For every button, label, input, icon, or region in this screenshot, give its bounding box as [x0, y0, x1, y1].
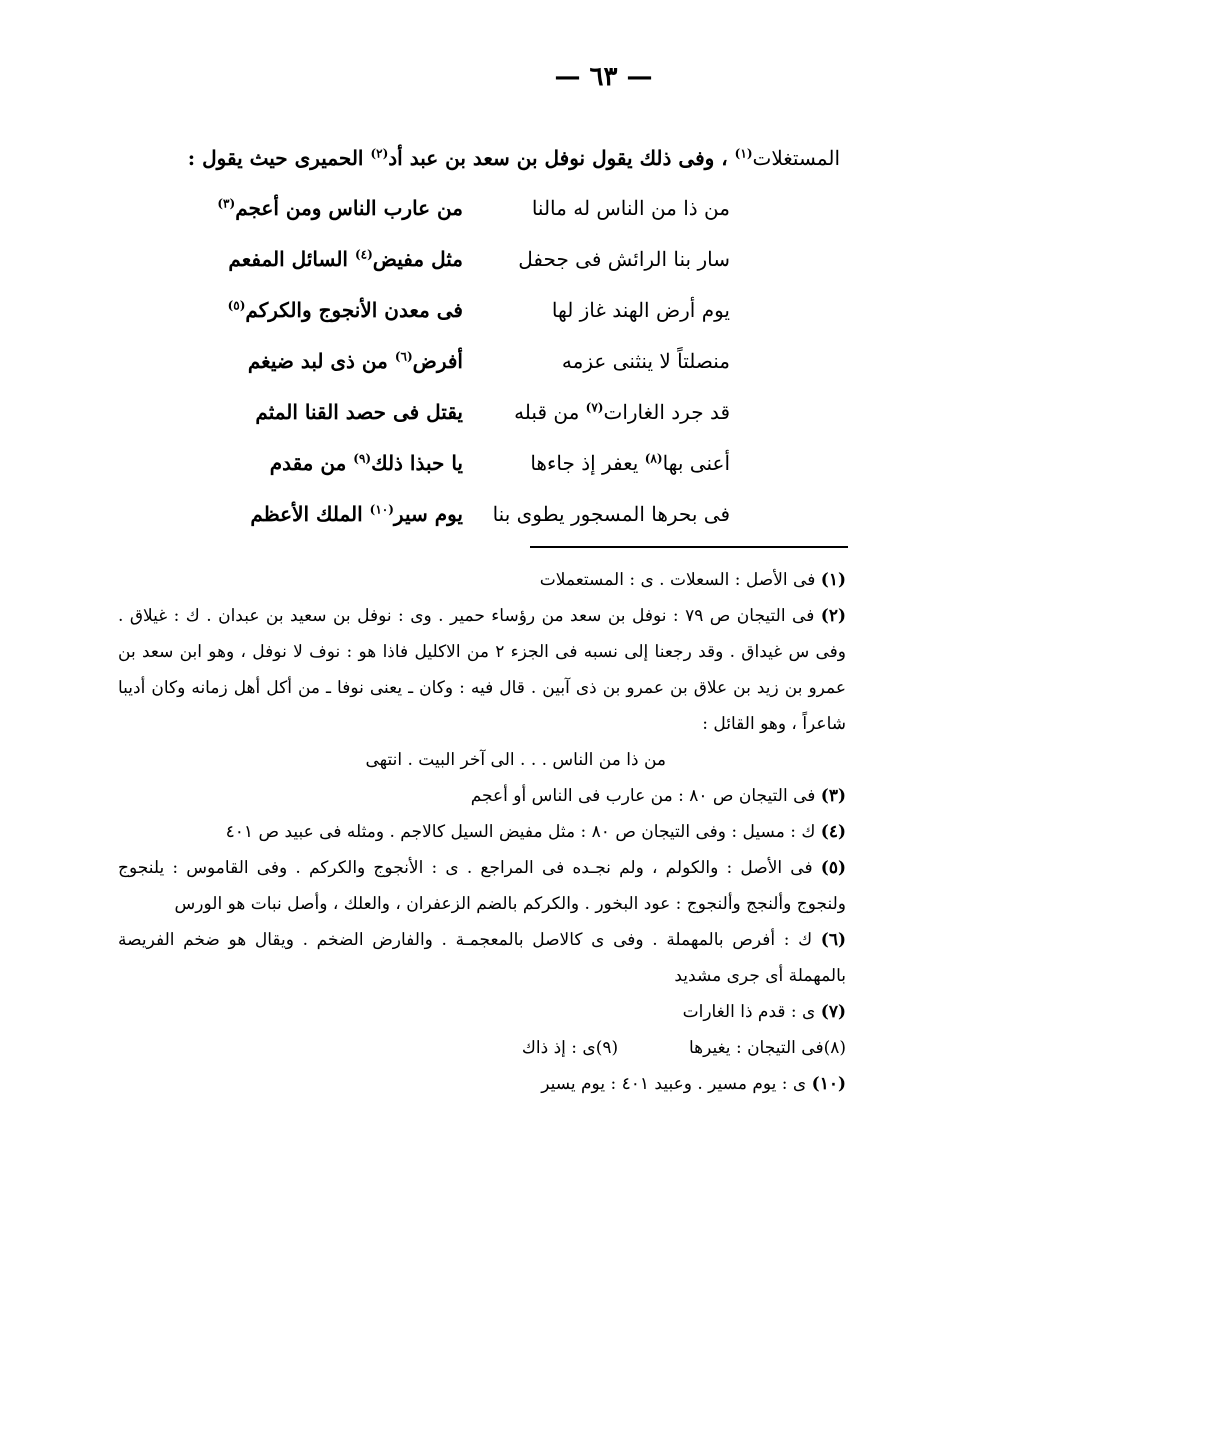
footnote-number: (٧) [820, 1002, 846, 1022]
poem [160, 196, 730, 553]
hemistich-text: من ذا من الناس له مالنا [531, 196, 730, 220]
footnote [689, 1030, 846, 1066]
footnote-text: فى الأصل : والكولم ، ولم نجـده فى المراجع . ى : الأنجوج والكركم . وفى القاموس : يلنجوج ولنجوج وألنجج وألنجوج : عود البخور . والكركم بالضم الزعفران ، والعلك ، وأصل نبات هو الورس [118, 858, 846, 914]
footnote-ref: (٧) [585, 400, 604, 415]
footnote-pair [118, 1030, 846, 1066]
intro-line [160, 146, 840, 170]
intro-text-1: المستغلات [752, 146, 840, 170]
hemistich-text: من مقدم [269, 451, 354, 475]
hemistich-text: يقتل فى حصد القنا المثم [255, 400, 463, 424]
hemistich-text: مثل مفيض [372, 247, 463, 271]
second-hemistich [215, 298, 463, 322]
second-hemistich [215, 502, 463, 526]
footnote-number: (٣) [820, 786, 846, 806]
footnote-ref: (٨) [644, 451, 663, 466]
second-hemistich [215, 349, 463, 373]
first-hemistich [480, 451, 730, 475]
verse [160, 400, 730, 451]
hemistich-text: السائل المفعم [228, 247, 355, 271]
first-hemistich [480, 247, 730, 271]
hemistich-text: من قبله [514, 400, 586, 424]
second-hemistich [215, 247, 463, 271]
footnote-ref: (٦) [394, 349, 413, 364]
second-hemistich [215, 196, 463, 220]
footnote-number: (١) [820, 570, 846, 590]
footnote-number: (٨) [823, 1038, 846, 1058]
first-hemistich [480, 502, 730, 526]
footnote [118, 850, 846, 922]
page-number: — ٦٣ — [554, 62, 653, 92]
hemistich-text: من ذى لبد ضيغم [247, 349, 395, 373]
footnote-ref: (٢) [370, 146, 389, 161]
footnote-number: (٢) [820, 606, 846, 626]
second-hemistich [215, 451, 463, 475]
hemistich-text: فى بحرها المسجور يطوى بنا [492, 502, 730, 526]
hemistich-text: أعنى بها [662, 451, 730, 475]
footnote [118, 814, 846, 850]
footnote-ref: (٥) [227, 298, 246, 313]
footnote-text: فى التيجان : يغيرها [688, 1038, 824, 1058]
footnote-text: ى : قدم ذا الغارات [682, 1002, 821, 1022]
footnote-number: (٥) [820, 858, 846, 878]
footnote-text: فى التيجان ص ٨٠ : من عارب فى الناس أو أعجم [470, 786, 821, 806]
hemistich-text: منصلتاً لا ينثنى عزمه [561, 349, 730, 373]
first-hemistich [480, 400, 730, 424]
hemistich-text: قد جرد الغارات [603, 400, 730, 424]
footnote-number: (٦) [820, 930, 846, 950]
footnote [118, 778, 846, 814]
footnote-quote: من ذا من الناس . . . الى آخر البيت . انتهى [365, 750, 666, 770]
footnote-ref: (١٠) [369, 502, 394, 517]
footnote-text: ى : يوم مسير . وعبيد ٤٠١ : يوم يسير [541, 1074, 812, 1094]
first-hemistich [480, 298, 730, 322]
verse [160, 298, 730, 349]
footnote-number: (٤) [820, 822, 846, 842]
footnote-text: فى الأصل : السعلات . ى : المستعملات [539, 570, 821, 590]
footnote-ref: (٤) [354, 247, 373, 262]
footnote [118, 598, 846, 742]
footnote [118, 562, 846, 598]
intro-text-2: ، وفى ذلك يقول نوفل بن سعد بن عبد أد [388, 146, 735, 170]
hemistich-text: سار بنا الرائش فى جحفل [518, 247, 730, 271]
hemistich-text: فى معدن الأنجوج والكركم [245, 298, 463, 322]
footnote [118, 922, 846, 994]
hemistich-text: يا حبذا ذلك [371, 451, 463, 475]
footnote-ref: (١) [734, 146, 753, 161]
footnotes [118, 562, 846, 1102]
footnote [522, 1030, 618, 1066]
footnote-number: (٩) [595, 1038, 619, 1058]
verse [160, 349, 730, 400]
verse [160, 196, 730, 247]
second-hemistich [215, 400, 463, 424]
footnote-text: ك : مسيل : وفى التيجان ص ٨٠ : مثل مفيض السيل كالاجم . ومثله فى عبيد ص ٤٠١ [225, 822, 821, 842]
footnote-text: ك : أفرص بالمهملة . وفى ى كالاصل بالمعجمـة . والفارض الضخم . ويقال هو ضخم الفريصة بالمهملة أى جرى مشديد [118, 930, 846, 986]
footnote-ref: (٣) [217, 196, 236, 211]
footnote-ref: (٩) [353, 451, 372, 466]
hemistich-text: الملك الأعظم [250, 502, 370, 526]
intro-text-3: الحميرى حيث يقول : [187, 146, 371, 170]
footnote-text: ى : إذ ذاك [521, 1038, 596, 1058]
verse [160, 247, 730, 298]
hemistich-text: من عارب الناس ومن أعجم [235, 196, 463, 220]
verse [160, 451, 730, 502]
first-hemistich [480, 196, 730, 220]
footnote [118, 994, 846, 1030]
hemistich-text: يعفر إذ جاءها [530, 451, 645, 475]
footnote-number: (١٠) [811, 1074, 846, 1094]
first-hemistich [480, 349, 730, 373]
footnote [118, 1066, 846, 1102]
hemistich-text: يوم أرض الهند غاز لها [551, 298, 730, 322]
footnote-text: فى التيجان ص ٧٩ : نوفل بن سعد من رؤساء حمير . وى : نوفل بن سعيد بن عبدان . ك : غيلاق . وفى س غيداق . وقد رجعنا إلى نسبه فى الجزء ٢ من الاكليل فاذا هو : نوف لا نوفل ، وهو ابن سعد بن عمرو بن زيد بن علاق بن عمرو بن ذى آبين . قال فيه : وكان ـ يعنى نوفا ـ من أكل أهل زمانه وكان أديبا شاعراً ، وهو القائل : [118, 606, 846, 734]
hemistich-text: يوم سير [393, 502, 463, 526]
footnote-divider [530, 546, 848, 548]
hemistich-text: أفرض [412, 349, 463, 373]
